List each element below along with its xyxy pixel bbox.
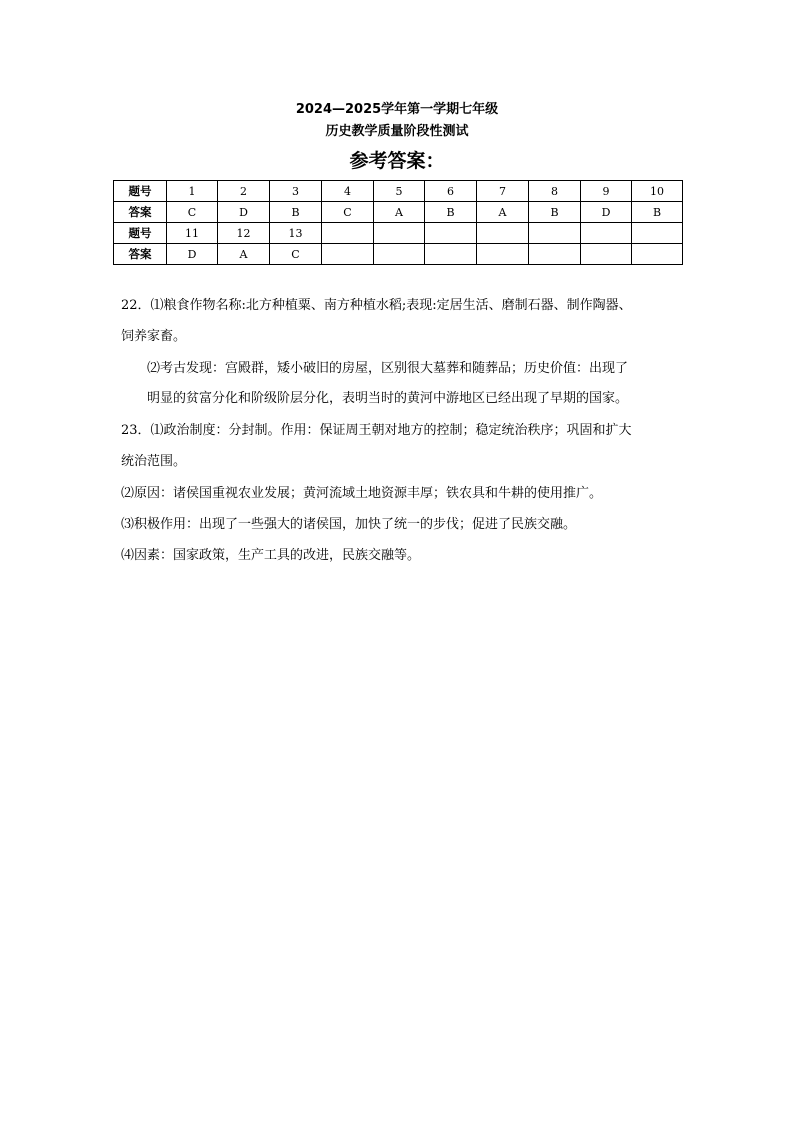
answer-cell: A bbox=[374, 202, 425, 223]
q23-part4: ⑷因素：国家政策，生产工具的改进，民族交融等。 bbox=[121, 548, 421, 563]
answer-cell: 13 bbox=[270, 223, 322, 244]
answer-cell: 5 bbox=[374, 181, 425, 202]
q22-part1-cont: 饲养家畜。 bbox=[121, 329, 187, 344]
answer-cell: A bbox=[477, 202, 529, 223]
row-label: 题号 bbox=[114, 223, 167, 244]
answer-cell: D bbox=[167, 244, 218, 265]
row-label: 答案 bbox=[114, 202, 167, 223]
answer-cell bbox=[632, 244, 683, 265]
answer-cell: 4 bbox=[322, 181, 374, 202]
answer-cell bbox=[322, 223, 374, 244]
answer-cell bbox=[632, 223, 683, 244]
q23-part2: ⑵原因：诸侯国重视农业发展；黄河流域土地资源丰厚；铁农具和牛耕的使用推广。 bbox=[121, 486, 603, 501]
answer-cell: 1 bbox=[167, 181, 218, 202]
row-label: 答案 bbox=[114, 244, 167, 265]
answer-cell bbox=[477, 223, 529, 244]
q23-part3: ⑶积极作用：出现了一些强大的诸侯国，加快了统一的步伐；促进了民族交融。 bbox=[121, 517, 577, 532]
answer-cell bbox=[477, 244, 529, 265]
answer-table-row bbox=[114, 244, 683, 265]
answer-cell: 3 bbox=[270, 181, 322, 202]
answer-cell: 11 bbox=[167, 223, 218, 244]
exam-title-line1: 2024—2025学年第一学期七年级 bbox=[295, 102, 499, 117]
answer-key-heading: 参考答案： bbox=[349, 150, 445, 172]
exam-title-line2: 历史教学质量阶段性测试 bbox=[325, 124, 469, 139]
answer-cell: 9 bbox=[581, 181, 632, 202]
answer-table-row bbox=[114, 181, 683, 202]
answer-cell: C bbox=[322, 202, 374, 223]
answer-cell bbox=[581, 244, 632, 265]
answer-cell: B bbox=[632, 202, 683, 223]
q22-part1: 22．⑴粮食作物名称:北方种植粟、南方种植水稻;表现:定居生活、磨制石器、制作陶器、 bbox=[121, 298, 632, 313]
answer-cell: 10 bbox=[632, 181, 683, 202]
answer-cell bbox=[322, 244, 374, 265]
answer-cell: 6 bbox=[425, 181, 477, 202]
row-label: 题号 bbox=[114, 181, 167, 202]
answer-cell: B bbox=[529, 202, 581, 223]
answer-cell: 12 bbox=[218, 223, 270, 244]
q23-part1-cont: 统治范围。 bbox=[121, 454, 187, 469]
answer-cell bbox=[425, 223, 477, 244]
answer-cell: D bbox=[581, 202, 632, 223]
answer-cell: D bbox=[218, 202, 270, 223]
answer-table bbox=[113, 180, 683, 265]
answer-cell: 2 bbox=[218, 181, 270, 202]
answer-cell bbox=[374, 244, 425, 265]
answer-cell: 8 bbox=[529, 181, 581, 202]
answer-cell: C bbox=[167, 202, 218, 223]
answer-table-row bbox=[114, 202, 683, 223]
answer-cell: 7 bbox=[477, 181, 529, 202]
answer-cell bbox=[374, 223, 425, 244]
answer-cell: C bbox=[270, 244, 322, 265]
answer-cell: B bbox=[270, 202, 322, 223]
answer-cell: B bbox=[425, 202, 477, 223]
q23-part1: 23．⑴政治制度：分封制。作用：保证周王朝对地方的控制；稳定统治秩序；巩固和扩大 bbox=[121, 423, 632, 438]
answer-cell bbox=[529, 223, 581, 244]
answer-table-row bbox=[114, 223, 683, 244]
answer-cell bbox=[581, 223, 632, 244]
answer-cell bbox=[529, 244, 581, 265]
answer-cell: A bbox=[218, 244, 270, 265]
q22-part2-cont: 明显的贫富分化和阶级阶层分化，表明当时的黄河中游地区已经出现了早期的国家。 bbox=[147, 391, 629, 406]
q22-part2: ⑵考古发现：宫殿群，矮小破旧的房屋，区别很大墓葬和随葬品；历史价值：出现了 bbox=[147, 361, 629, 376]
answer-cell bbox=[425, 244, 477, 265]
